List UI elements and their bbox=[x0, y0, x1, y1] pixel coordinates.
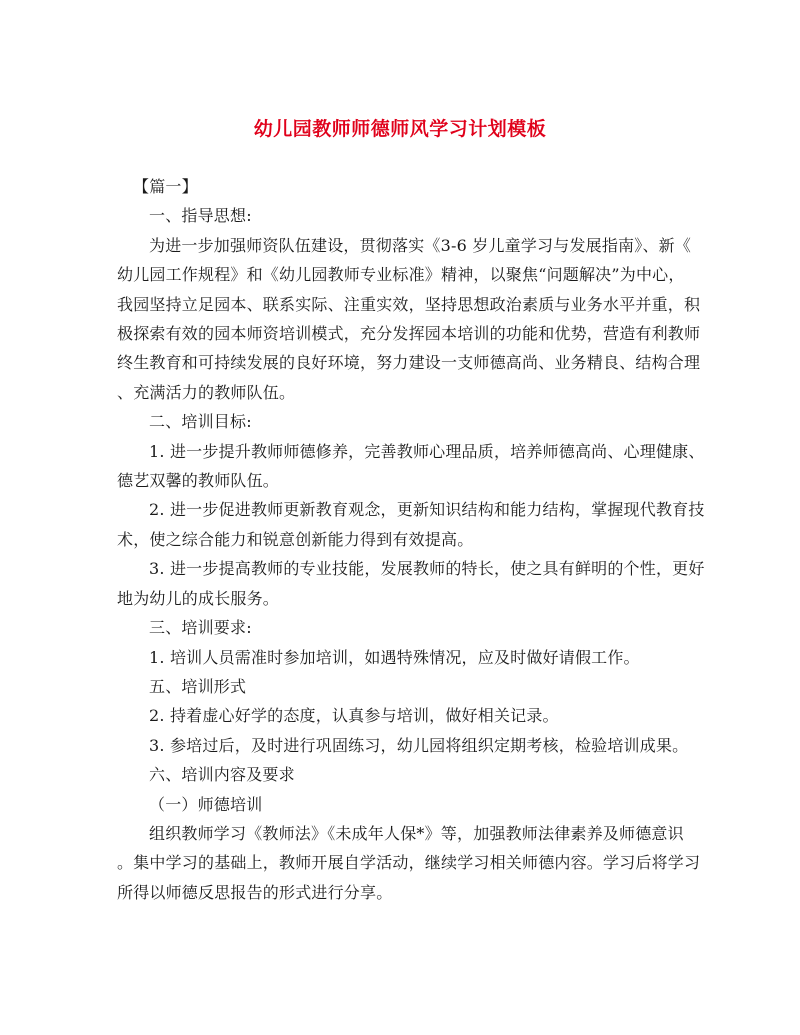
text-line: 终生教育和可持续发展的良好环境，努力建设一支师德高尚、业务精良、结构合理 bbox=[117, 353, 701, 373]
text-line: 3. 进一步提高教师的专业技能，发展教师的特长，使之具有鲜明的个性，更好 bbox=[149, 559, 705, 579]
text-line: 、充满活力的教师队伍。 bbox=[117, 382, 296, 402]
text-line: 1. 进一步提升教师师德修养，完善教师心理品质，培养师德高尚、心理健康、 bbox=[149, 441, 705, 461]
text-line: 1. 培训人员需准时参加培训，如遇特殊情况，应及时做好请假工作。 bbox=[149, 647, 640, 667]
text-line: 2. 持着虚心好学的态度，认真参与培训，做好相关记录。 bbox=[149, 706, 559, 726]
text-line: 极探索有效的园本师资培训模式，充分发挥园本培训的功能和优势，营造有利教师 bbox=[117, 324, 701, 344]
text-line: 组织教师学习《教师法》《未成年人保*》等，加强教师法律素养及师德意识 bbox=[149, 823, 684, 843]
text-line: 德艺双馨的教师队伍。 bbox=[117, 471, 280, 491]
text-line: 三、培训要求: bbox=[149, 618, 252, 638]
text-line: 地为幼儿的成长服务。 bbox=[117, 588, 280, 608]
text-line: 五、培训形式 bbox=[149, 676, 247, 696]
text-line: 。集中学习的基础上，教师开展自学活动，继续学习相关师德内容。学习后将学习 bbox=[117, 853, 701, 873]
text-line: 我园坚持立足园本、联系实际、注重实效，坚持思想政治素质与业务水平并重，积 bbox=[117, 294, 701, 314]
text-line: 术，使之综合能力和锐意创新能力得到有效提高。 bbox=[117, 529, 474, 549]
text-line: （一）师德培训 bbox=[149, 794, 263, 814]
text-line: 2. 进一步促进教师更新教育观念，更新知识结构和能力结构，掌握现代教育技 bbox=[149, 500, 705, 520]
text-line: 所得以师德反思报告的形式进行分享。 bbox=[117, 882, 393, 902]
document-body bbox=[117, 172, 705, 907]
text-line: 【篇一】 bbox=[133, 177, 198, 196]
text-line: 幼儿园工作规程》和《幼儿园教师专业标准》精神，以聚焦“问题解决”为中心， bbox=[117, 265, 685, 285]
text-line: 为进一步加强师资队伍建设，贯彻落实《3-6 岁儿童学习与发展指南》、新《 bbox=[149, 235, 692, 255]
text-line: 一、指导思想: bbox=[149, 206, 252, 226]
text-line: 六、培训内容及要求 bbox=[149, 765, 295, 785]
text-line: 3. 参培过后，及时进行巩固练习，幼儿园将组织定期考核，检验培训成果。 bbox=[149, 735, 689, 755]
text-line: 二、培训目标: bbox=[149, 412, 252, 432]
page-title: 幼儿园教师师德师风学习计划模板 bbox=[253, 118, 547, 140]
